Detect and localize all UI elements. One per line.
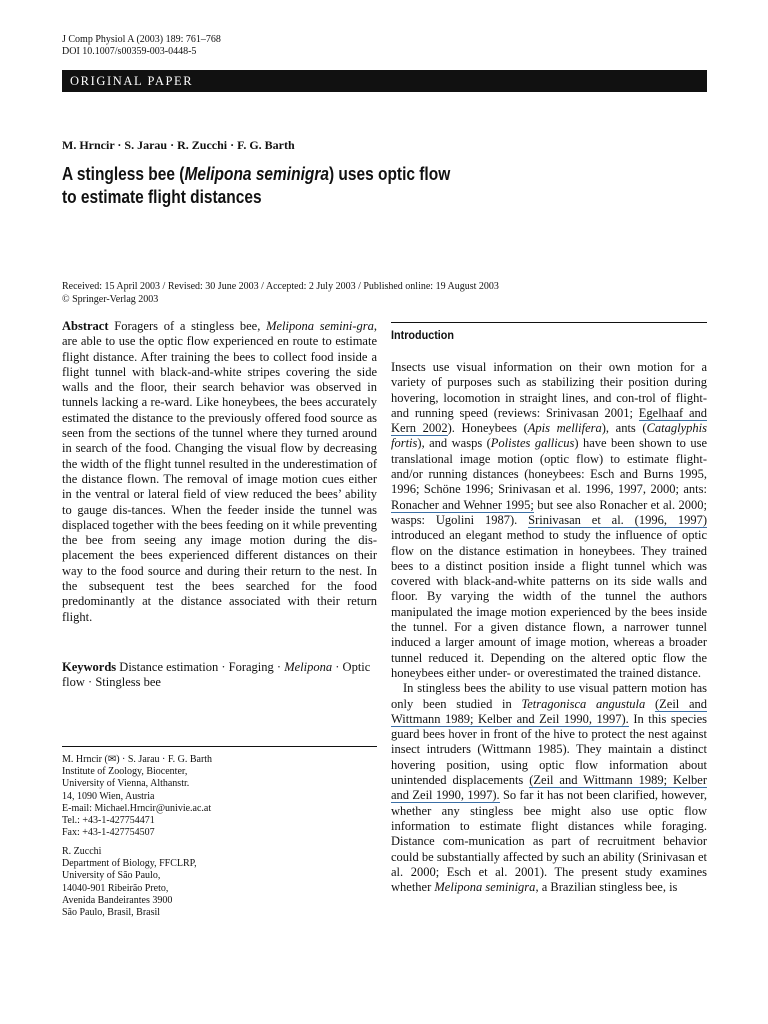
copyright-line: © Springer-Verlag 2003	[62, 293, 159, 305]
abstract-text-2: , are able to use the optic flow experienced en route to estimate flight distance. After training the bees to collect food inside a flight tunnel with black-and-white stripes covering the side walls and the floor, their search behavior was observed in tunnels lacking a re-ward. Like honeybees, the bees accurately estimated the distance to the previously offered food source as seen from the sections of the tunnel where they turned around in search of the food. Changing the visual flow by decreasing the width of the flight tunnel resulted in the underestimation of the distance flown. The removal of image motion cues either in the ventral or lateral field of view reduced the bees’ ability to gauge dis-tances. When the feeder inside the tunnel was displaced together with the bees feeding on it while preventing the bee from seeing any image motion during the dis-placement the bees experienced different distances on their way to the food source and during their return to the nest. In the subsequent test the bees searched for the food predominantly at the distance associated with their return flight.	[62, 319, 377, 624]
species-name: Cataglyphis fortis	[391, 421, 707, 451]
keywords-text-1: Distance estimation · Foraging ·	[116, 660, 285, 674]
citation-link[interactable]: Ronacher and Wehner 1995;	[391, 497, 534, 512]
title-part2: ) uses optic flow	[328, 164, 451, 184]
intro-paragraph-1	[391, 360, 707, 681]
affiliation-line: 14040-901 Ribeirão Preto,	[62, 882, 169, 894]
intro-text: ). Honeybees (	[447, 421, 528, 436]
citation-link[interactable]: Srinivasan et al. (1996, 1997)	[528, 512, 707, 527]
affiliation-1	[62, 754, 212, 839]
intro-text: In this species guard bees hover in front of the hive to protect the nest against insect intruders (Wittmann 1985). They maintain a distinct hovering position, using optic flow information about unintended displacements	[391, 711, 708, 788]
intro-text: introduced an elegant method to study the influence of optic flow on the distance estimation in honeybees. They trained bees to a distinct position inside a flight tunnel which was covered with black-and-white patterns on its side walls and floor. By varying the width of the tunnel the authors manipulated the image motion experienced by the bees inside the tunnel. For a given distance flown, a narrower tunnel induced a larger amount of image motion, whereas a broader tunnel reduced it. Depending on the altered optic flow the honeybees either under- or overestimated the trained distance.	[391, 528, 707, 680]
affiliation-line: Fax: +43-1-427754507	[62, 827, 155, 839]
publication-dates	[62, 281, 499, 306]
intro-text: but see also Ronacher et al. 2000; wasps: Ugolini 1987).	[391, 497, 707, 527]
keywords	[62, 660, 377, 691]
introduction-rule	[391, 322, 707, 323]
intro-text: ), and wasps (	[417, 436, 491, 451]
abstract	[62, 319, 377, 625]
abstract-label: Abstract	[62, 319, 109, 333]
journal-citation: J Comp Physiol A (2003) 189: 761–768	[62, 34, 221, 45]
citation-link[interactable]: (Zeil and Wittmann 1989; Kelber and Zeil 1990, 1997).	[391, 773, 707, 803]
dates-line: Received: 15 April 2003 / Revised: 30 June 2003 / Accepted: 2 July 2003 / Published online: 19 August 2003	[62, 281, 499, 292]
intro-text: ), ants (	[601, 421, 647, 436]
species-name: Apis mellifera	[527, 421, 602, 436]
keywords-genus: Melipona	[284, 660, 333, 674]
affiliation-line: Tel.: +43-1-427754471	[62, 815, 155, 827]
affiliation-line: University of Vienna, Althanstr.	[62, 778, 190, 790]
intro-paragraph-2	[391, 681, 707, 895]
author-list: M. Hrncir · S. Jarau · R. Zucchi · F. G. Barth	[62, 138, 295, 152]
article-type-banner: ORIGINAL PAPER	[62, 70, 707, 92]
title-species: Melipona seminigra	[184, 164, 329, 184]
intro-text: Insects use visual information on their own motion for a variety of purposes such as stabilizing their position during hovering, locomotion in straight lines, and con-trol of flight- and running speed (reviews: Srinivasan 2001;	[391, 360, 707, 420]
citation-link[interactable]: Egelhaaf and Kern 2002	[391, 405, 707, 436]
affiliation-line: Department of Biology, FFCLRP,	[62, 858, 197, 870]
introduction-body	[391, 360, 707, 895]
intro-text: So far it has not been clarified, however, whether any stingless bee might also use optic flow information to estimate flight distances while foraging. Distance com-munication as part of recruitment behavior could be substantially affected by such an ability (Srinivasan et al. 2000; Esch et al. 2001). The present study examines whether	[391, 788, 708, 895]
affiliation-line: Avenida Bandeirantes 3900	[62, 894, 173, 906]
affiliation-line: Institute of Zoology, Biocenter,	[62, 766, 188, 778]
keywords-text-2: · Optic flow · Stingless bee	[62, 660, 371, 690]
email-line[interactable]: E-mail: Michael.Hrncir@univie.ac.at	[62, 802, 212, 814]
species-name: Melipona seminigra	[434, 880, 536, 895]
introduction-heading: Introduction	[391, 328, 454, 342]
affiliation-line: R. Zucchi	[62, 846, 102, 857]
affiliation-line: 14, 1090 Wien, Austria	[62, 790, 155, 802]
abstract-species: Melipona semini-gra	[266, 319, 374, 333]
affiliation-line: São Paulo, Brasil, Brasil	[62, 907, 161, 919]
affiliation-2	[62, 846, 197, 919]
intro-text: In stingless bees the ability to use visual pattern motion has only been studied in	[391, 681, 707, 711]
abstract-text-1: Foragers of a stingless bee,	[108, 319, 267, 333]
affiliation-divider	[62, 746, 377, 747]
affiliation-line: University of São Paulo,	[62, 870, 161, 882]
title-part1: A stingless bee (	[62, 164, 185, 184]
intro-text: , a Brazilian stingless bee, is	[535, 880, 678, 895]
citation-link[interactable]: (Zeil and Wittmann 1989; Kelber and Zeil 1990, 1997).	[391, 696, 708, 726]
species-name: Polistes gallicus	[490, 436, 575, 451]
affiliation-line: M. Hrncir (✉) · S. Jarau · F. G. Barth	[62, 754, 213, 765]
intro-text: ) have been shown to use translational image motion (optic flow) to estimate flight- and/or running distances (honeybees: Esch and Burns 1995, 1996; Schöne 1996; Srinivasan et al. 1996, 1997, 2000; ants:	[391, 436, 707, 497]
keywords-label: Keywords	[62, 660, 117, 674]
doi: DOI 10.1007/s00359-003-0448-5	[62, 46, 197, 57]
title-line2: to estimate flight distances	[62, 187, 262, 207]
article-title	[62, 163, 450, 209]
species-name: Tetragonisca angustula	[521, 696, 646, 711]
